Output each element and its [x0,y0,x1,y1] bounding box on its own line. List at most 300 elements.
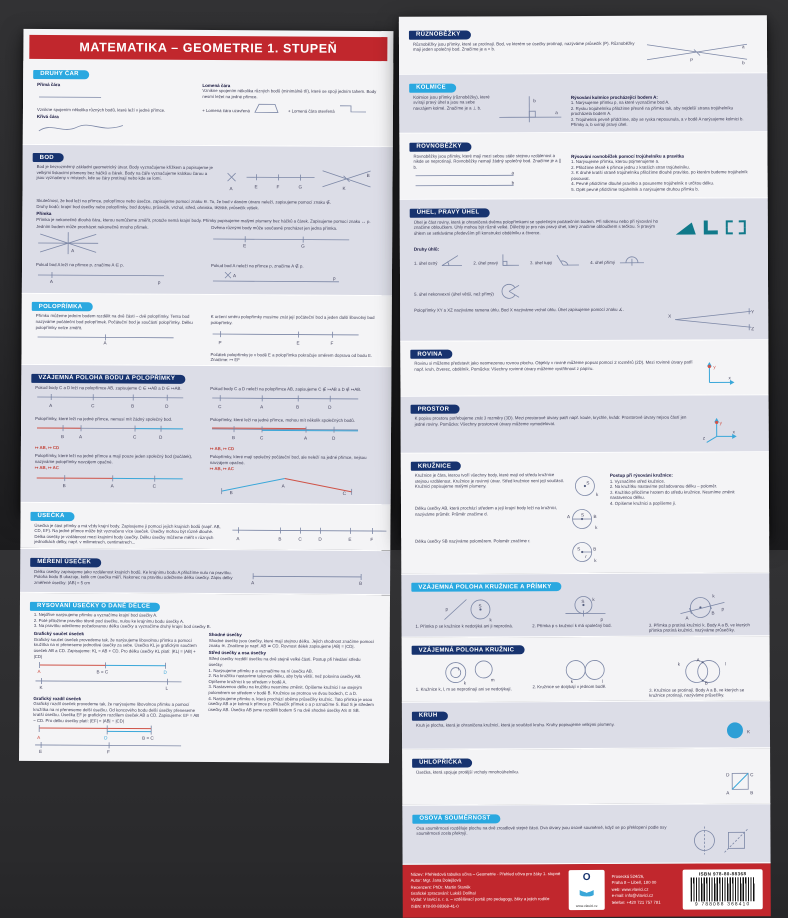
axes-2d-diagram [701,360,754,391]
paragraph: Kružnice je čára, kterou tvoří všechny body, které mají od středu kružnice stejnou vzdálenost. Kružnice je rovinný útvar. Střed kružnice není její součástí. Kružnici popisujeme malými písmeny. [415,472,566,489]
list-item: 2. Na kružítku nastavíme takovou délku, aby byla větší, než polovina úsečky AB. Opíšeme kružnici k se středem v bodě A. [208,673,375,685]
rays-common-diagram [210,423,377,446]
diagram-caption: 4. úhel přímý [590,260,615,265]
section-column [36,198,378,225]
svg-text:A: A [229,186,233,191]
svg-text:B: B [359,581,362,586]
svg-text:D: D [318,537,322,542]
section-row [400,359,768,394]
svg-text:p: p [721,606,724,611]
paragraph: Různoběžky jsou přímky, které se protínají. Bod, ve kterém se úsečky protínají, nazýváme průsečík (P). Různoběžky mají jeden společný bod. Značíme je a × b. [413,40,637,52]
section-vzajemna-poloha-kruznice-a-primky [401,572,769,638]
diagram-caption: 1. úhel ostrý [414,260,437,265]
notation: ↦ AB, ↦ AC [35,465,202,472]
right-panel [399,15,769,538]
svg-text:b: b [533,98,536,103]
svg-text:p: p [446,606,449,611]
section-column [416,655,756,700]
svg-text:B: B [704,680,707,685]
section-row [399,39,767,72]
barcode-isbn-text: ISBN 978-80-88368 [699,871,747,876]
caption-diagram-pair [590,252,646,272]
diagram-caption: 3. Kružnice se protínají. Body A a B, ve kterých se kružnice protínají, nazýváme průsečíky. [649,687,756,699]
section-row [19,630,390,762]
text-with-diagram [415,538,602,572]
paragraph: Jedním bodem může procházet nekonečně mnoho přímek. [36,224,203,231]
right-panel-body [399,20,771,865]
section-column [36,224,203,262]
paragraph: Délku úsečky AB, která prochází středem a její krajní body leží na kružnici, nazýváme průměr. Průměr značíme d. [415,505,560,517]
svg-text:A: A [726,790,730,795]
list-item: 5. Opět pevně přidržíme trojúhelník a narýsujeme druhou přímku b. [571,186,753,192]
section-row [21,313,391,365]
svg-text:k: k [464,680,467,685]
section-row [400,306,768,339]
circle-diameter-diagram [566,506,602,537]
svg-text:C: C [133,435,137,440]
svg-text:a: a [555,110,558,115]
section-row [401,592,769,635]
svg-text:B: B [131,404,134,409]
closed-polyline-diagram [253,101,279,119]
publication-info [411,871,562,909]
section-badge: KRUH [412,711,448,720]
svg-text:x: x [728,375,731,380]
paragraph: Polopřímky, které leží na jedné přímce a mají pouze jeden společný bod (počátek), nazýváme polopřímky navzájem opačné. [35,453,202,465]
section-column [210,416,377,454]
section-row [402,823,770,862]
section-badge: VZÁJEMNÁ POLOHA KRUŽNICE A PŘÍMKY [411,582,561,592]
svg-text:D: D [159,435,163,440]
sub-heading: Přímka [36,211,378,218]
paragraph: Dvěma různými body může současně procházet jen jedna přímka. [211,225,378,232]
section-column [673,217,754,242]
section-column [701,359,754,392]
angle-right-diagram [501,253,521,272]
svg-text:y: y [719,420,722,425]
section-column [413,40,637,53]
section-row [21,453,391,502]
svg-text:A: A [38,669,42,674]
section-rovnobezky [399,132,767,199]
section-rysovani-usecky [19,593,390,764]
svg-text:D: D [328,405,332,410]
caption-diagram-row [414,251,754,305]
section-row [22,197,392,224]
logo-caption: www.vlavici.cz [576,903,598,907]
svg-text:x: x [732,429,735,434]
sub-heading: Lomená čára [202,82,379,88]
diagram-cell [415,594,522,635]
left-panel [21,29,394,513]
svg-text:Y: Y [751,309,754,314]
publication-info-line: Vydal: V lavici s. r. o. – vzdělávací portál pro pedagogy, žáky a jejich rodiče [411,896,562,903]
svg-text:A: A [104,341,108,346]
section-kruznice [401,452,770,574]
svg-text:A: A [233,273,237,278]
rays-opposite-diagram [35,472,202,494]
section-badge: BOD [33,153,64,162]
list-item: 4. Pevně přidržíme dlouhé pravítko a posuneme trojúhelník o určitou délku. [571,181,753,187]
caption-diagram-pair [288,101,368,121]
svg-text:A: A [236,536,240,541]
section-column [416,767,756,802]
publication-info-line: Autor: Mgr. Jana Dolejšová [411,878,562,885]
barcode-digits: 9 788088 368410 [695,902,750,907]
sub-heading: Grafický součet úseček [34,631,201,637]
section-column [210,314,377,364]
svg-text:l: l [602,679,603,684]
list-item: 2. Na kružítku nastavíme požadovanou délku – poloměr. [610,484,755,490]
svg-text:b: b [512,181,515,186]
section-kolmice [399,72,767,134]
svg-text:l: l [458,666,459,671]
svg-text:B: B [750,790,753,795]
angle-xyz-diagram [667,307,754,336]
caption-diagram-pair [414,252,465,273]
paragraph: Přímka je nekonečně dlouhá čára, kterou nemůžeme změřit, protože nemá krajní body. Přímky popisujeme malými písmeny bez háčků a čárek. Zapisujeme pomocí znaku ↔ p. [36,217,378,225]
svg-text:Z: Z [751,326,754,331]
svg-text:F: F [370,537,373,542]
section-badge: POLOPŘÍMKA [32,302,93,311]
svg-text:B: B [61,435,64,440]
section-column [413,93,563,131]
svg-text:X: X [668,313,671,318]
publication-info-line: Grafické zpracování: Lukáš Dolíhal [411,890,562,897]
section-badge: ÚHLOPŘÍČKA [412,758,472,767]
svg-text:F: F [107,750,110,755]
circle-radius-diagram [568,539,602,570]
diagram-caption: + Lomená čára otevřená [288,108,335,113]
svg-text:r: r [585,554,587,559]
svg-text:k: k [677,661,680,666]
list-item: 2. Poté přiložíme pravítko těsně pod úsečku, nulou ke krajnímu bodu úsečky A. [34,618,376,626]
left-panel-body [19,61,393,764]
svg-text:A: A [567,514,571,519]
section-column [610,471,755,507]
caption-diagram-pair [202,100,279,120]
section-column [33,630,201,761]
svg-text:a: a [512,171,515,176]
section-badge: VZÁJEMNÁ POLOHA BODU A POLOPŘÍMKY [31,374,185,384]
sub-heading: Přímá čára [37,81,194,87]
section-badge: KOLMICE [409,83,456,92]
paragraph: Skutečnost, že bod leží na přímce, polopřímce nebo úsečce, zapisujeme pomocí znaku ∈. To, že bod v daném útvaru neleží, zapisujeme pomocí znaku ∉. [36,198,378,206]
text-with-diagram [416,767,756,802]
svg-text:b: b [742,60,745,65]
svg-text:B: B [711,610,714,615]
paragraph: Polopřímky, které mají společný počáteční bod, ale neleží na jedné přímce, nejsou navzájem opačné. [210,454,377,466]
section-osova-soumernost [402,803,770,865]
list-item: 2. Rysku trojúhelníku přiložíme přesně na přímku tak, aby nejdelší strana trojúhelníku procházela bodem A. [571,105,753,117]
section-badge: KRUŽNICE [411,462,461,471]
svg-text:G: G [298,184,302,189]
section-row [399,92,767,131]
text-with-diagram [413,93,563,131]
point-marks-diagram [222,166,378,198]
diagram-caption: 2. úhel pravý [473,260,498,265]
text-with-diagram [416,720,756,746]
section-column [414,218,666,237]
section-column [37,164,215,183]
caption-diagram-pair [473,252,521,273]
publication-info-line: Název: Přehledová tabulka učiva – Geometrie - Přehled učiva pro žáky 1. stupně [411,871,562,878]
address-line: web: www.vlavici.cz [612,886,676,893]
section-column [415,592,755,635]
logo-letter: O [583,873,591,882]
svg-text:A: A [282,484,286,489]
sub-heading: Druhy úhlů: [414,245,754,251]
point-on-line-diagram [36,269,203,290]
isbn-barcode [683,869,763,909]
curved-line-diagram [37,120,194,142]
svg-text:D: D [165,404,169,409]
svg-text:B = C: B = C [97,669,109,674]
section-badge: ROVINA [410,350,452,359]
section-column [414,306,659,314]
svg-text:C: C [91,404,95,409]
paragraph: Pokud bod A neleží na přímce p, značíme A ∉ p. [211,263,378,270]
svg-text:E: E [348,537,351,542]
caption-diagram-row [202,100,379,121]
svg-text:A: A [304,436,308,441]
circles-apart-diagram [416,657,523,685]
section-row [402,720,770,747]
paragraph: Úhel je část roviny, která je ohraničená dvěma polopřímkami se společným počátečním bodem. Při nákresu nebo při rýsování ho značíme obloučkem. Úhly mohou být různě velké. Důležitý je pro nás pravý úhel, který značíme obloučkem s tečkou. S pravým úhlem se setkáváme především při konstrukci obdélníku a čtverce. [414,218,666,236]
axes-3d-diagram [701,415,754,448]
section-row [402,767,770,803]
section-badge: ROVNOBĚŽKY [409,142,471,151]
svg-text:m: m [491,677,495,682]
svg-text:A: A [50,279,54,284]
diagram-cell [532,657,639,700]
list-item: 4. Narýsujeme přímku o, která prochází oběma průsečíky kružnic. Tato přímka je osou úsečky AB a je kolmá k přímce p. Průsečík přímek o a p označíme S. Bod S je středem úsečky AB. Úsečku AB jsme rozdělili bodem S na dvě shodné úsečky AS ≅ SB. [208,696,375,714]
ray-cabd-diagram [210,392,377,415]
section-prostor [401,394,769,454]
svg-text:D: D [104,736,108,741]
publication-info-line: ISBN: 978-80-88368-41-0 [411,903,562,910]
square-diagonal-diagram [724,768,756,800]
section-badge: RÝSOVÁNÍ ÚSEČKY O DANÉ DÉLCE [30,602,160,612]
paragraph: Pokud bod A leží na přímce p, značíme A ∈ p. [36,262,203,269]
section-column [222,165,378,199]
sub-heading: Střed úsečky a osa úsečky [209,651,376,657]
publisher-footer [403,863,771,918]
svg-text:B = C: B = C [142,736,154,741]
svg-text:D: D [332,436,336,441]
svg-text:D: D [726,772,730,777]
svg-text:B: B [593,546,596,551]
svg-text:E: E [243,243,246,248]
circles-cross-diagram [649,656,756,686]
section-column [37,80,195,143]
svg-text:C: C [298,537,302,542]
svg-text:p: p [333,276,336,281]
svg-text:E: E [39,749,42,754]
section-row [21,384,391,416]
parallel-lines-diagram [414,170,564,196]
caption-diagram-pair [414,282,521,305]
paragraph: Shodné úsečky jsou úsečky, které mají stejnou délku. Jejich shodnost značíme pomocí znaku ≅. Značíme je např. AB ≅ CD. Rovnost délek zapisujeme |AB| = |CD|. [209,638,376,650]
svg-text:A: A [251,580,255,585]
circle-line-touch-diagram [532,593,639,621]
svg-text:D: D [164,670,168,675]
sub-heading: Rýsování kolmice procházející bodem A: [571,94,753,100]
svg-text:C: C [343,491,347,496]
section-row [20,522,390,548]
paragraph: Osa souměrnosti rozděluje plochu na dvě zrcadlově stejné části. Dva útvary jsou osově souměrné, když se po překlopení podle osy souměrnosti zcela překryjí. [416,824,684,836]
svg-text:l: l [724,661,725,666]
section-column [36,313,203,352]
paragraph: Přímku můžeme jedním bodem rozdělit na dvě části – dvě polopřímky. Tento bod nazýváme počáteční bod polopřímek. Počáteční bod je součástí polopřímky. Délku polopřímky nelze změřit. [36,313,203,331]
section-column [413,152,563,197]
section-badge: PROSTOR [411,405,460,414]
section-vzajemna-poloha-kruznic [402,636,770,702]
svg-text:G: G [301,243,305,248]
notation: ↦ AB, ↦ CD [35,445,202,452]
list-item: 1. Nejdříve narýsujeme přímku a vyznačíme krajní bod úsečky A. [34,612,376,620]
diagram-caption: 3. Přímka p protíná kružnici k. Body A a B, ve kterých přímka protíná kružnici, nazýváme průsečíky. [649,622,756,634]
svg-text:k: k [592,597,595,602]
svg-text:B: B [278,537,281,542]
svg-text:A: A [49,403,53,408]
paragraph: K popisu prostoru potřebujeme znát 3 rozměry (3D). Mezi prostorové útvary patří např. koule, krychle, kvádr. Prostorové útvary nejsou částí jen jedné roviny. Pomůcka: Všechny prostorové útvary můžeme vymodelovat. [415,415,694,427]
diagram-caption: 5. úhel nekonvexní (úhel větší, než přímý) [414,291,494,296]
section-kruh [402,700,770,750]
diagram-cell [649,593,756,634]
section-row [401,471,769,572]
section-column [247,569,376,592]
svg-text:k: k [594,558,597,563]
paragraph: Bod je bezrozměrný základní geometrický útvar. Body vyznačujeme křížkem a popisujeme je velkými tiskacími písmeny bez háčků a čárek. Body na čáře vyznačujeme krátkou čarou a jsou vyznačeny v místech, kde se čáry protínají nebo kde se lomí. [37,164,215,182]
svg-text:z: z [702,435,705,440]
paragraph: Střed úsečky rozdělí úsečku na dvě stejně velké části. Postup při hledání středu úsečky: [209,656,376,668]
paragraph: Grafický rozdíl úseček provedeme tak, že narýsujeme libovolnou přímku a pomocí kružítka na ni přeneseme delší úsečku. Od koncového bodu delší úsečky přeneseme kratší úsečku. Úsečka EF je grafickým rozdílem úseček AB a CD. Zapisujeme: EF = AB − CD. Pro délku úsečky platí: |EF| = |AB| − |CD| [33,701,200,724]
straight-line-diagram [37,87,194,106]
svg-text:B: B [594,514,597,519]
section-badge: ÚHEL, PRAVÝ ÚHEL [410,208,490,217]
section-badge: DRUHY ČAR [33,69,89,78]
section-vzajemna-poloha-bodu-a-poloprimky [21,364,392,505]
section-column [35,415,202,453]
section-uhlopricka [402,748,770,805]
list-item: 1. Narýsujeme přímku p a vyznačíme na ní úsečku AB. [209,668,376,675]
caption-diagram-pair [530,252,581,273]
svg-text:E: E [254,184,257,189]
section-row [400,217,768,244]
paragraph: Rovnoběžky jsou přímky, které mají mezi sebou stále stejnou vzdálenost a nikde se neprotínají. Rovnoběžky nemají žádný společný bod. Značíme je a ∥ b. [413,153,563,170]
svg-text:A: A [111,484,115,489]
section-column [34,568,239,587]
section-column [571,151,754,192]
paragraph: Pokud body C a D leží na polopřímce AB, zapisujeme C ∈ ↦AB a D ∈ ↦AB. [35,385,202,392]
svg-text:C: C [218,404,222,409]
page-title: MATEMATIKA – GEOMETRIE 1. STUPEŇ [29,35,387,61]
svg-text:B: B [366,173,369,178]
paragraph: Polopřímky, které leží na jedné přímce, nemusí mít žádný společný bod. [35,416,202,423]
circle-k-diagram [572,473,602,504]
section-column [571,92,754,128]
publisher-address [612,873,676,906]
open-book-icon [579,884,595,902]
section-column [701,414,754,449]
publication-info-line: Recenzent: PhDr. Martin Staněk [411,884,562,891]
diagram-caption: 1. Kružnice k, l, m se neprotínají ani se nedotýkají. [416,686,523,692]
paragraph: K určení směru polopřímky musíme znát její počáteční bod a jeden další libovolný bod polopřímky. [211,314,378,326]
address-line: Prosecká 524/26, [612,873,676,880]
section-mereni-usecek [20,548,390,595]
section-column [211,263,378,293]
open-polyline-diagram [338,102,368,120]
section-column [34,522,222,546]
svg-text:S: S [586,480,589,485]
diagram-grid [416,656,756,700]
section-row [22,224,392,263]
svg-text:P: P [690,58,693,63]
paragraph: Délku úsečky SB nazýváme poloměrem. Poloměr značíme r. [415,538,562,544]
section-badge: RŮZNOBĚŽKY [409,30,471,39]
section-rovina [400,340,768,396]
section-poloprimka [21,294,391,367]
angle-acute-diagram [440,253,464,272]
svg-text:A: A [37,735,41,740]
paragraph: Kolmice jsou přímky (různoběžky), které svírají pravý úhel a jsou na sebe navzájem kolmé. Značíme je a ⊥ b. [413,94,491,111]
svg-text:k: k [712,593,715,598]
section-column [36,262,203,291]
sub-heading: Rýsování rovnoběžek pomocí trojúhelníku a pravítka [571,153,753,159]
paragraph: Délku úsečky zapisujeme jako vzdálenost krajních bodů. Ke krajnímu bodu A přiložíme nulu na pravítku. Poloha bodu B ukazuje, kolik cm úsečka měří. Nakonec na pravítku odečteme délku úsečky. Zápis délky změřené úsečky: |AB| = 5 cm [34,569,239,587]
svg-text:A: A [71,248,75,253]
symmetry-shapes-diagram [690,824,756,859]
list-item: 3. Kružítko přiložíme hrotem do středu kružnice. Nesmíme změnit nastavenou délku. [610,489,755,501]
paragraph: Pokud body C a D neleží na polopřímce AB, zapisujeme C ∉ ↦AB a D ∉ ↦AB. [210,386,377,393]
list-item: 3. Trojúhelník pevně přidržíme, aby se ryska neposunula, a v bodě A narýsujeme kolmici b. Přímky a, b svírají pravý úhel. [571,116,753,128]
svg-text:C: C [153,484,157,489]
section-badge: OSOVÁ SOUMĚRNOST [412,814,500,823]
section-column [667,306,754,337]
notation: ↦ AB, ↦ AC [210,466,377,473]
svg-text:p: p [158,280,161,285]
section-row [399,151,767,197]
list-item: 4. Opíšeme kružnici a popíšeme ji. [610,500,755,506]
section-ruznobezky [399,20,767,74]
svg-text:y: y [713,364,716,369]
text-with-diagram [416,823,756,861]
list-item: 3. Nastavenou délku na kružítku nesmíme změnit. Opíšeme kružnici l se stejným poloměrem se středem v bodě B. Kružnice se protnou ve dvou bodech, C a D. [208,684,375,696]
section-row [21,415,391,454]
address-line: telefon: +420 721 757 781 [612,899,676,906]
section-column [211,225,378,255]
svg-text:a: a [742,44,745,49]
diagram-caption: 3. úhel tupý [530,260,552,265]
svg-text:E: E [297,340,300,345]
section-badge: VZÁJEMNÁ POLOHA KRUŽNIC [412,646,525,655]
section-column [202,81,379,122]
svg-text:F: F [276,184,279,189]
rays-not-opposite-diagram [210,473,377,501]
section-row [23,80,393,144]
ray-pef-diagram [211,327,378,352]
svg-text:B: B [230,490,233,495]
section-column [210,385,377,416]
rays-no-common-diagram [35,422,202,445]
ray-acbd-diagram [35,391,202,414]
svg-text:L: L [165,686,168,691]
svg-text:S: S [581,512,584,517]
list-item: 2. Přiložíme těsně k přímce jednu z kratších stran trojúhelníku. [571,164,753,170]
svg-text:S: S [479,603,482,608]
address-line: e-mail: info@vlavici.cz [612,893,676,900]
